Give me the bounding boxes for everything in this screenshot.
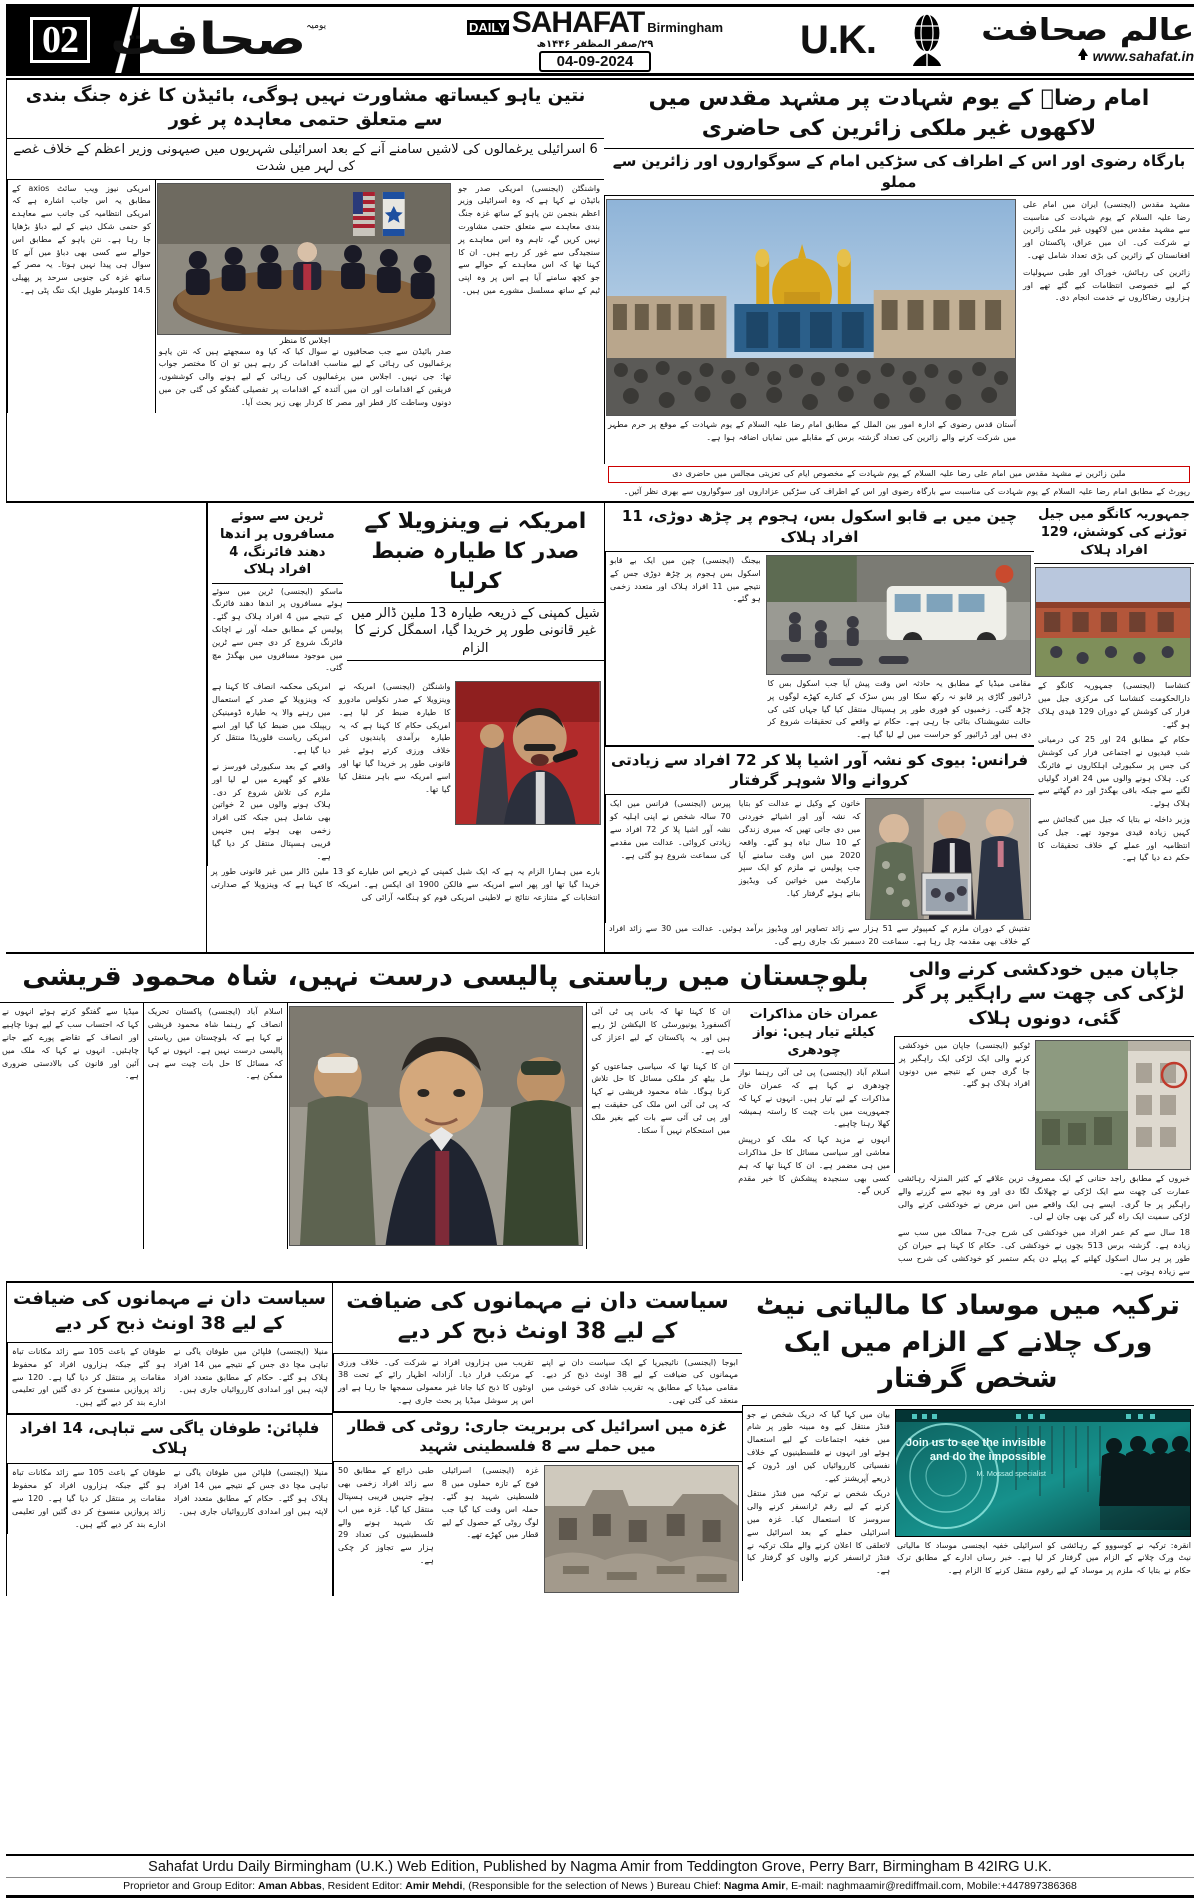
japan-col-1: ٹوکیو (ایجنسی) جاپان میں خودکشی کرنے والی ایک لڑکی ایک راہگیر پر جا گری جس کے نتیجے میں دونوں افراد ہلاک ہو گئے۔ [899, 1040, 1030, 1089]
imam-reza-col-3: رپورٹ کے مطابق امام رضا علیہ السلام کے یوم شہادت کی مناسبت سے بارگاہ رضوی اور اس کے اطراف کی سڑکیں عزاداروں اور سوگواروں سے بھری نظر آئیں۔ [623, 486, 1190, 496]
philippines-intro-2: طوفان کے باعث 105 سے زائد مکانات تباہ ہو گئے جبکہ ہزاروں افراد کو محفوظ مقامات پر منتقل کر دیا گیا ہے۔ 120 سے زائد پروازیں منسوخ کر دی گئیں اور تعلیمی ادارے بند کر دیے گئے ہیں۔ [12, 1346, 166, 1408]
footer-editors-line: Proprietor and Group Editor: Aman Abbas, Resident Editor: Amir Mehdi, (Responsible for the selection of News ) Bureau Chief: Nagma Amir, E-mail: naghmaamir@rediffmail.com, Mobile:+447897386368 [6, 1878, 1194, 1898]
philippines-headline: فلپائن: طوفان یاگی سے تباہی، 14 افراد ہلاک [7, 1413, 332, 1465]
story-turkey-mossad [742, 1283, 1194, 1596]
page-number: 02 [30, 17, 90, 63]
region-label: U.K. [800, 17, 876, 62]
imam-reza-col-1: مشہد مقدس (ایجنسی) ایران میں امام علی رضا علیہ السلام کے یوم شہادت کی مناسبت سے مشہد مقدس میں لاکھوں غیر ملکی زائرین نے شرکت کی۔ ان میں عراق، پاکستان اور افغانستان کے زائرین کی بڑی تعداد شامل تھی۔ [1023, 199, 1190, 261]
masthead-center [412, 7, 778, 73]
congo-jail-col-3: وزیر داخلہ نے بتایا کہ جیل میں گنجائش سے کہیں زیادہ قیدی موجود تھے۔ جیل کی انتظامیہ اور عملے کے خلاف تحقیقات کا حکم دے دیا گیا ہے۔ [1038, 815, 1190, 863]
biden-headline: نتین یاہو کیساتھ مشاورت نہیں ہوگی، بائیڈن کا غزہ جنگ بندی سے متعلق حتمی معاہدہ پر غور [7, 80, 604, 139]
train-col-1: ماسکو (ایجنسی) ٹرین میں سوئے ہوئے مسافروں پر اندھا دھند فائرنگ کے نتیجے میں 4 افراد ہلاک ہو گئے۔ پولیس کے مطابق حملہ آور نے اچانک فائرنگ شروع کر دی جس سے ٹرین میں موجود مسافروں میں بھگدڑ مچ گئی۔ [212, 586, 343, 673]
band-lead [6, 78, 1194, 501]
turkey-mossad-headline: ترکیہ میں موساد کا مالیاتی نیٹ ورک چلانے کے الزام میں ایک شخص گرفتار [742, 1283, 1194, 1405]
imam-reza-col-1b: زائرین کی رہائش، خوراک اور طبی سہولیات کے لیے خصوصی انتظامات کیے گئے تھے اور ہزاروں رضاکاروں نے خدمت انجام دی۔ [1023, 267, 1190, 303]
imam-reza-subhead: بارگاہ رضوی اور اس کے اطراف کی سڑکیں امام کے سوگواروں اور زائرین سے مملو [604, 149, 1194, 196]
biden-photo-caption: اجلاس کا منظر [279, 335, 331, 345]
congo-prison-photo [1035, 567, 1191, 677]
imam-reza-col-2: آستان قدس رضوی کے ادارہ امور بین الملل کے مطابق امام رضا علیہ السلام کے یوم شہادت کے موقع پر حرم مطہر میں شرکت کرنے والے زائرین کی تعداد گزشتہ برس کے مقابلے میں نمایاں اضافہ ہوا ہے۔ [608, 419, 1016, 442]
hijri-date: ۲۹/صفر المظفر ۱۴۴۶ھ [536, 39, 654, 50]
mossad-recruitment-ad [895, 1409, 1191, 1537]
congo-jail-col-1: کنشاسا (ایجنسی) جمہوریہ کانگو کے دارالحکومت کنشاسا کی مرکزی جیل میں فرار کی کوشش کے دوران 129 قیدی ہلاک ہو گئے۔ [1038, 681, 1191, 729]
balochistan-col-4: ان کا کہنا تھا کہ بانی پی ٹی آئی آکسفورڈ یونیورسٹی کا الیکشن لڑ رہے ہیں اور یہ پاکستان کے لیے اعزاز کی بات ہے۔ [591, 1007, 731, 1055]
biden-col-3: امریکی نیوز ویب سائٹ axios کے مطابق یہ اس جانب اشارہ ہے کہ امریکی انتظامیہ کی جانب سے معاہدے کو حتمی شکل دینے کے لیے دباؤ بڑھایا جا رہا ہے۔ نتن یاہو کے مطابق اس حوالے سے کسی بھی دباؤ میں آنے کا سوال ہی پیدا نہیں ہوتا۔ یہ مصر کے ساتھ غزہ کی جنوبی سرحد پر پھیلی 14.5 کلومیٹر طویل ایک تنگ پٹی ہے۔ [12, 183, 151, 296]
newspaper-page [0, 4, 1200, 1902]
venezuela-subhead: شیل کمپنی کے ذریعہ طیارہ 13 ملین ڈالر میں غیر قانونی طور پر خریدا گیا، اسمگل کرنے کا الزام [347, 603, 604, 662]
svg-text:and do the impossible: and do the impossible [929, 1450, 1046, 1463]
philippines-strip-headline: سیاست دان نے مہمانوں کی ضیافت کے لیے 38 اونٹ ذبح کر دیے [7, 1283, 332, 1343]
gaza-col-1: غزہ (ایجنسی) اسرائیلی فوج کے تازہ حملوں میں 8 فلسطینی شہید ہو گئے۔ حملہ اس وقت کیا گیا جب لوگ روٹی کے حصول کے لیے قطار میں کھڑے تھے۔ [441, 1466, 539, 1540]
biden-col-2: صدر بائیڈن سے جب صحافیوں نے سوال کیا کہ کیا وہ سمجھتے ہیں کہ نتن یاہو یرغمالیوں کی رہائی کے لیے مناسب اقدامات کر رہے ہیں تو ان کا مختصر جواب تھا: جی نہیں۔ اجلاس میں یرغمالیوں کی رہائی کے لیے ہونے والی کوششوں، فریقین کے اقدامات اور ان میں آئندہ کے اقدامات پر تفصیلی گفتگو کی گئی جن میں دونوں وساطت کار قطر اور مصر کا کردار بھی زیر بحث آیا۔ [158, 346, 452, 407]
paper-title: SAHAFAT [511, 6, 645, 39]
page-footer [6, 1854, 1194, 1898]
balochistan-col-3b: ان کا کہنا تھا کہ سیاسی جماعتوں کو مل بیٹھ کر ملکی مسائل کا حل تلاش کرنا ہوگا۔ شاہ محمود قریشی نے کہا کہ پی ٹی آئی اس ملک کی حقیقت ہے اور پی ٹی آئی سے بات کیے بغیر ملک میں استحکام نہیں آ سکتا۔ [591, 1061, 731, 1135]
turkey-mossad-col-1: انقرہ: ترکیہ نے کوسووو کے رہائشی کو اسرائیلی خفیہ ایجنسی موساد کا مالیاتی نیٹ ورک چلانے کے الزام میں گرفتار کر لیا ہے۔ خبر رساں ادارے کے مطابق ترک حکام نے بتایا کہ ملزم پر موساد کے لیے رقوم منتقل کرنے کا الزام ہے۔ [897, 1540, 1191, 1576]
urdu-logo [110, 7, 412, 73]
gaza-headline: غزہ میں اسرائیل کی بربریت جاری: روٹی کی قطار میں حملے سے 8 فلسطینی شہید [333, 1411, 742, 1463]
china-bus-crash-photo [766, 555, 1031, 675]
goats-col-2: تقریب میں ہزاروں افراد نے شرکت کی۔ خلاف ورزی کے مرتکب قرار دیا۔ آزادانہ اظہار رائے کے تحت 38 اونٹوں کا ذبح کیا جانا غیر معمولی سمجھا جا رہا ہے اور اس پر سوشل میڈیا پر بحث جاری ہے۔ [338, 1357, 534, 1406]
gaza-destruction-photo [544, 1465, 740, 1593]
china-bus-col-2: مقامی میڈیا کے مطابق یہ حادثہ اس وقت پیش آیا جب اسکول بس کا ڈرائیور گاڑی پر قابو نہ رکھ سکا اور بس سڑک کے کنارے کھڑے لوگوں پر چڑھ گئی۔ زخمیوں کو فوری طور پر ہسپتال منتقل کیا گیا جہاں کئی کی حالت تشویشناک بتائی جا رہی ہے۔ حکام نے واقعے کی تحقیقات شروع کر دی ہیں اور ڈرائیور کو حراست میں لے لیا گیا ہے۔ [767, 678, 1031, 740]
band-2 [6, 501, 1194, 952]
turkey-mossad-col-3: دریک شخص نے ترکیہ میں فنڈز منتقل کرنے کے لیے رقم ٹرانسفر کرنے والی سروسز کا استعمال کیا۔ غزہ میں اسرائیلی حملے کے بعد اسرائیل سے لاتعلقی کا اعلان کرنے والے ملک ترکیہ نے فنڈز ٹرانسفر کرنے والوں کو گرفتار کیا ہے۔ [747, 1489, 890, 1576]
biden-subhead: 6 اسرائیلی یرغمالوں کی لاشیں سامنے آنے کے بعد اسرائیلی شہریوں میں صیہونی وزیر اعظم کے خلاف غصے کی لہر میں شدت [7, 139, 604, 180]
paper-city: Birmingham [647, 20, 724, 35]
footer-publication-line: Sahafat Urdu Daily Birmingham (U.K.) Web Edition, Published by Nagma Amir from Teddington Grove, Perry Barr, Birmingham B 42IRG U.K. [6, 1854, 1194, 1878]
japan-building-photo [1035, 1040, 1191, 1170]
balochistan-headline: بلوچستان میں ریاستی پالیسی درست نہیں، شاہ محمود قریشی [0, 954, 894, 1003]
arrow-up-icon [1076, 46, 1090, 65]
biden-col-1: واشنگٹن (ایجنسی) امریکی صدر جو بائیڈن نے کہا ہے کہ وہ اسرائیلی وزیر اعظم بنجمن نتن یاہو کے ساتھ غزہ جنگ بندی معاہدے سے متعلق حتمی مشاورت نہیں کریں گے، تاہم وہ اس معاہدے پر سنجیدگی سے غور کر رہے ہیں۔ ان کا کہنا تھا کہ اس معاہدے کے حوالے سے جو کچھ سامنے آیا ہے اس پر وہ اپنی ٹیم کے ساتھ مسلسل مشورے میں ہیں۔ [458, 183, 600, 296]
venezuela-col-2: امریکی محکمہ انصاف کا کہنا ہے کہ وینزویلا کے صدر کے استعمال میں رہنے والا یہ طیارہ ڈومینیکن ریپبلک میں ضبط کیا گیا اور اسے امریکی ریاست فلوریڈا منتقل کر دیا گیا ہے۔ [212, 682, 331, 756]
imam-reza-headline: امام رضاؑ کے یوم شہادت پر مشہد مقدس میں لاکھوں غیر ملکی زائرین کی حاضری [604, 80, 1194, 149]
shah-mehmood-qureshi-photo [289, 1006, 584, 1246]
goats-col-1: ابوجا (ایجنسی) نائیجیریا کے ایک سیاست دان نے اپنے مہمانوں کی ضیافت کے لیے 38 اونٹ ذبح کر دیے۔ مقامی میڈیا کے مطابق یہ تقریب شادی کی خوشی میں منعقد کی گئی تھی۔ [541, 1357, 738, 1406]
story-balochistan [0, 954, 894, 1281]
biden-meeting-photo [157, 183, 451, 335]
svg-text:M. Mossad specialist: M. Mossad specialist [976, 1468, 1046, 1478]
france-headline: فرانس: بیوی کو نشہ آور اشیا پلا کر 72 افراد سے زیادتی کروانے والا شوہر گرفتار [605, 745, 1034, 796]
congo-jail-col-2: حکام کے مطابق 24 اور 25 کی درمیانی شب قیدیوں نے اجتماعی فرار کی کوشش کی جس پر سکیورٹی اہلکاروں نے فائرنگ کی۔ ہلاک ہونے والوں میں 24 افراد گولیاں لگنے سے جبکہ باقی بھگدڑ اور دم گھٹنے سے ہلاک ہوئے۔ [1038, 735, 1190, 809]
venezuela-headline: امریکہ نے وینزویلا کے صدر کا طیارہ ضبط کرلیا [347, 503, 604, 602]
svg-text:Join us to see the invisible: Join us to see the invisible [906, 1436, 1046, 1449]
balochistan-col-1: اسلام آباد (ایجنسی) پاکستان تحریک انصاف کے رہنما شاہ محمود قریشی نے کہا ہے کہ بلوچستان میں ریاستی پالیسی درست نہیں ہے۔ انہوں نے کہا کہ مسائل کا حل بات چیت سے ہی ممکن ہے۔ [147, 1007, 283, 1081]
venezuela-col-1: واشنگٹن (ایجنسی) امریکہ نے وینزویلا کے صدر نکولس مادورو کا طیارہ ضبط کر لیا ہے۔ امریکی حکام کا کہنا ہے کہ یہ طیارہ برآمدی پابندیوں کی خلاف ورزی کرتے ہوئے غیر قانونی طور پر خریدا گیا تھا اور اسے امریکہ سے باہر منتقل کیا گیا تھا۔ [338, 682, 451, 794]
imam-reza-shrine-photo [606, 199, 1016, 416]
china-bus-headline: چین میں بے قابو اسکول بس، ہجوم پر چڑھ دوڑی، 11 افراد ہلاک [605, 503, 1034, 552]
story-philippines [6, 1283, 332, 1596]
train-headline: ٹرین سے سوئے مسافروں پر اندھا دھند فائرنگ، 4 افراد ہلاک [212, 506, 343, 583]
imran-talks-headline: عمران خان مذاکرات کیلئے تیار ہیں: نواز چودھری [734, 1003, 894, 1064]
balochistan-col-2: میڈیا سے گفتگو کرتے ہوئے انہوں نے کہا کہ احتساب سب کے لیے ہونا چاہیے اور انصاف کے تقاضے پورے کیے جانے چاہئیں۔ انہوں نے کہا کہ ملک میں آئین اور قانون کی بالادستی ضروری ہے۔ [2, 1007, 139, 1081]
website-url: www.sahafat.in [1092, 47, 1194, 64]
story-biden [6, 80, 604, 501]
gaza-col-2: طبی ذرائع کے مطابق 50 سے زائد افراد زخمی بھی ہوئے جنہیں قریبی ہسپتال منتقل کیا گیا۔ غزہ میں اب تک شہید ہونے والے فلسطینیوں کی تعداد 29 ہزار سے تجاوز کر چکی ہے۔ [338, 1466, 434, 1565]
maduro-photo [455, 681, 601, 825]
goats-headline: سیاست دان نے مہمانوں کی ضیافت کے لیے 38 اونٹ ذبح کر دیے [333, 1283, 742, 1353]
story-japan [894, 954, 1194, 1281]
urdu-logo-subtext: یومیہ [306, 21, 327, 31]
japan-col-3: 18 سال سے کم عمر افراد میں خودکشی کی شرح جی-7 ممالک میں سب سے زیادہ ہے۔ گزشتہ برس 513 بچوں نے خودکشی کی۔ حکام کا کہنا ہے حیران کن طور پر ہر سال اسکول کھلنے کے پہلے دن یکم ستمبر کو خودکشی کی شرح سب سے زیادہ ہوتی ہے۔ [898, 1228, 1191, 1276]
france-col-2: خاتون کے وکیل نے عدالت کو بتایا کہ نشہ آور اور اشیائے خوردنی میں دی جاتی تھیں کہ میری زندگی کے 10 سال تباہ ہو گئے۔ واقعہ 2020 میں اس وقت سامنے آیا جب پولیس نے ملزم کو ایک سپر مارکیٹ میں خواتین کی ویڈیوز بناتے ہوئے گرفتار کیا۔ [738, 799, 861, 899]
publication-date: 04-09-2024 [539, 51, 652, 72]
france-col-1: پیرس (ایجنسی) فرانس میں ایک 70 سالہ شخص نے اپنی اہلیہ کو نشہ آور اشیا پلا کر 72 افراد سے زیادتی کروائی۔ عدالت میں مقدمے کی سماعت شروع ہو گئی ہے۔ [610, 799, 731, 860]
imran-talks-col-1: اسلام آباد (ایجنسی) پی ٹی آئی رہنما نواز چودھری نے کہا ہے کہ عمران خان مذاکرات کے لیے تیار ہیں۔ انہوں نے کہا کہ جمہوریت میں بات چیت کا راستہ ہمیشہ کھلا رہنا چاہیے۔ [738, 1068, 890, 1129]
page-number-badge [6, 7, 114, 73]
turkey-mossad-col-2: بیان میں کہا گیا کہ دریک شخص نے جو فنڈز منتقل کیے وہ مبینہ طور پر شام میں خفیہ اجتماعات کے لیے استعمال ہوئے اور انہوں نے فلسطینیوں کے خلاف نفسیاتی کارروائیاں کیں اور ڈرون کے ذریعے آپریشنز کیے۔ [747, 1409, 890, 1483]
band-4 [6, 1281, 1194, 1596]
daily-label: DAILY [468, 20, 507, 35]
imran-talks-col-2: انہوں نے مزید کہا کہ ملک کو درپیش معاشی اور سیاسی مسائل کا حل مذاکرات میں ہی مضمر ہے۔ ان کا کہنا تھا کہ ہم کسی بھی سنجیدہ پیشکش کا خیر مقدم کریں گے۔ [738, 1135, 890, 1196]
france-col-3: تفتیش کے دوران ملزم کے کمپیوٹر سے 51 ہزار سے زائد تصاویر اور ویڈیوز برآمد ہوئیں۔ عدالت میں 30 سے زائد افراد کے خلاف بھی مقدمہ چل رہا ہے۔ سماعت 20 دسمبر تک جاری رہے گی۔ [609, 924, 1030, 947]
venezuela-col-3: بارے میں ہمارا الزام یہ ہے کہ ایک شیل کمپنی کے ذریعے اس طیارے کو 13 ملین ڈالر میں غیر قانونی طور پر خریدا گیا تھا اور پھر اسے امریکہ سے فالکن 1900 ای ایکس ہے۔ امریکہ کا کہنا ہے کہ وینزویلا کے صدارتی انتخابات کے متنازعہ نتائج نے لاطینی امریکی قوم کو ہنگامہ آرائی کی [211, 867, 600, 902]
story-china-france [604, 503, 1034, 952]
globe-icon [898, 7, 956, 73]
imam-reza-highlight [608, 466, 1190, 483]
band-3 [2, 952, 1194, 1281]
japan-headline: جاپان میں خودکشی کرنے والی لڑکی کی چھت سے راہگیر پر گر گئی، دونوں ہلاک [894, 954, 1194, 1037]
masthead [6, 4, 1194, 76]
japan-col-2: خبروں کے مطابق راجد حنانی کے ایک مصروف ترین علاقے کے کثیر المنزلہ رہائشی عمارت کی چھت سے ایک لڑکی نے چھلانگ لگا دی اور وہ نیچے سے گزرنے والے راہگیر پر جا گری۔ ایسے ہی ایک واقعے میں اس مرض نے خودکشی کرنے والی لڑکی سمیت ایک راہ گیر کی بھی جان لے لی۔ [898, 1173, 1190, 1222]
story-imam-reza [604, 80, 1194, 501]
alam-sahafat-logo: عالم صحافت [980, 12, 1194, 48]
story-congo-jail [1034, 503, 1194, 952]
story-venezuela [206, 503, 604, 952]
france-court-photo [865, 798, 1031, 920]
philippines-intro: منیلا (ایجنسی) فلپائن میں طوفان یاگی نے تباہی مچا دی جس کے نتیجے میں 14 افراد ہلاک ہو گئے۔ حکام کے مطابق متعدد افراد لاپتہ ہیں اور امدادی کارروائیاں جاری ہیں۔ [173, 1346, 329, 1395]
china-bus-col-1: بیجنگ (ایجنسی) چین میں ایک بے قابو اسکول بس ہجوم پر چڑھ دوڑی جس کے نتیجے میں 11 افراد ہلاک اور متعدد زخمی ہو گئے۔ [610, 555, 761, 604]
masthead-right [956, 7, 1194, 73]
train-col-2: واقعے کے بعد سکیورٹی فورسز نے علاقے کو گھیرے میں لے لیا اور ملزم کی تلاش شروع کر دی۔ ہلاک ہونے والوں میں 2 خواتین بھی شامل ہیں جبکہ کئی افراد زخمی بھی ہوئے ہیں جنہیں قریبی ہسپتال منتقل کر دیا گیا ہے۔ [212, 762, 331, 861]
imam-reza-highlight-text: ملین زائرین نے مشہد مقدس میں امام علی رضا علیہ السلام کے یوم شہادت کے مخصوص ایام کی تعزیتی مجالس میں حاضری دی [672, 468, 1126, 478]
congo-jail-headline: جمہوریہ کانگو میں جیل توڑنے کی کوشش، 129 افراد ہلاک [1034, 503, 1194, 564]
philippines-col-1: منیلا (ایجنسی) فلپائن میں طوفان یاگی نے تباہی مچا دی جس کے نتیجے میں 14 افراد ہلاک ہو گئے۔ حکام کے مطابق متعدد افراد لاپتہ ہیں اور امدادی کارروائیاں جاری ہیں۔ [173, 1468, 329, 1516]
story-goats-gaza [332, 1283, 742, 1596]
philippines-col-2: طوفان کے باعث 105 سے زائد مکانات تباہ ہو گئے جبکہ ہزاروں افراد کو محفوظ مقامات پر منتقل کر دیا گیا ہے۔ 120 سے زائد پروازیں منسوخ کر دی گئیں اور تعلیمی ادارے بند کر دیے گئے ہیں۔ [12, 1468, 166, 1529]
urdu-logo-text: صحافت [110, 14, 307, 65]
